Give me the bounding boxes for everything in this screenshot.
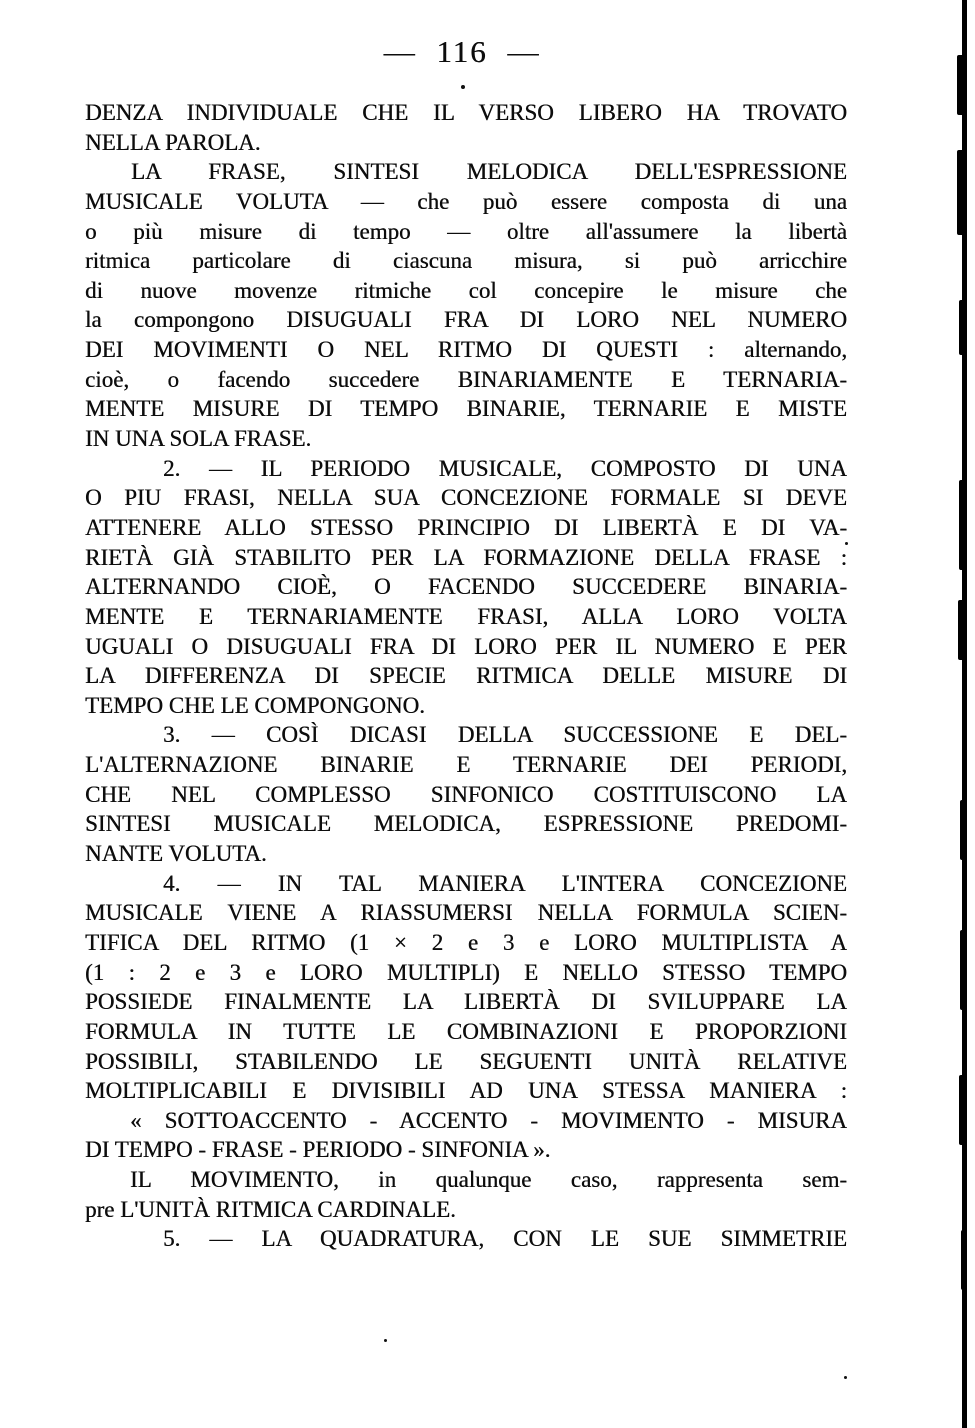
scan-edge-blotch [960, 930, 967, 1010]
text-line: (1 : 2 e 3 e LORO MULTIPLI) E NELLO STESSO TEMPO [85, 959, 847, 985]
text-line: DI TEMPO - FRASE - PERIODO - SINFONIA ». [85, 1137, 551, 1163]
text-line: la compongono DISUGUALI FRA DI LORO NEL NUMERO [85, 307, 847, 333]
text-line: POSSIEDE FINALMENTE LA LIBERTÀ DI SVILUPPARE LA [85, 989, 847, 1015]
text-line: 5. — LA QUADRATURA, CON LE SUE SIMMETRIE [163, 1226, 847, 1252]
text-line: ATTENERE ALLO STESSO PRINCIPIO DI LIBERTÀ E DI VA- [85, 514, 847, 540]
text-line: MENTE MISURE DI TEMPO BINARIE, TERNARIE E MISTE [85, 396, 847, 422]
text-line: 4. — IN TAL MANIERA L'INTERA CONCEZIONE [163, 870, 847, 896]
ink-speck [461, 85, 465, 89]
text-line: FORMULA IN TUTTE LE COMBINAZIONI E PROPORZIONI [85, 1018, 847, 1044]
text-line: o più misure di tempo — oltre all'assumere la libertà [85, 218, 847, 244]
text-line: LA DIFFERENZA DI SPECIE RITMICA DELLE MISURE DI [85, 663, 847, 689]
scan-edge-blotch [959, 480, 967, 570]
scan-edge-blotch [959, 1075, 967, 1145]
text-line: pre L'UNITÀ RITMICA CARDINALE. [85, 1196, 456, 1222]
text-line: TIFICA DEL RITMO (1 × 2 e 3 e LORO MULTIPLISTA A [85, 929, 847, 955]
text-line: di nuove movenze ritmiche col concepire le misure che [85, 277, 847, 303]
text-line: ALTERNANDO CIOÈ, O FACENDO SUCCEDERE BINARIA- [85, 574, 847, 600]
ink-speck [844, 1376, 847, 1379]
page-number-header: — 116 — [383, 34, 541, 69]
ink-speck [384, 1339, 387, 1342]
text-line: MUSICALE VIENE A RIASSUMERSI NELLA FORMULA SCIEN- [85, 900, 847, 926]
text-line: 3. — COSÌ DICASI DELLA SUCCESSIONE E DEL- [163, 722, 847, 748]
text-line: DENZA INDIVIDUALE CHE IL VERSO LIBERO HA TROVATO [85, 100, 847, 125]
text-line: MENTE E TERNARIAMENTE FRASI, ALLA LORO VOLTA [85, 603, 847, 629]
page-text-block [85, 98, 847, 1254]
text-line: cioè, o facendo succedere BINARIAMENTE E TERNARIA- [85, 366, 847, 392]
text-line: MUSICALE VOLUTA — che può essere composta di una [85, 188, 847, 214]
scan-edge-blotch [957, 55, 967, 115]
text-line: RIETÀ GIÀ STABILITO PER LA FORMAZIONE DELLA FRASE : [85, 544, 847, 570]
text-line: UGUALI O DISUGUALI FRA DI LORO PER IL NUMERO E PER [85, 633, 847, 659]
text-line: SINTESI MUSICALE MELODICA, ESPRESSIONE PREDOMI- [85, 811, 847, 837]
scan-edge-blotch [958, 600, 967, 660]
text-line: LA FRASE, SINTESI MELODICA DELL'ESPRESSIONE [131, 159, 847, 185]
scan-edge-blotch [961, 1230, 967, 1290]
text-line: L'ALTERNAZIONE BINARIE E TERNARIE DEI PERIODI, [85, 752, 847, 778]
text-line: IL MOVIMENTO, in qualunque caso, rappresenta sem- [130, 1167, 847, 1193]
text-line: ritmica particolare di ciascuna misura, si può arricchire [85, 248, 847, 274]
ink-speck [845, 542, 848, 545]
text-line: NELLA PAROLA. [85, 129, 261, 155]
text-line: DEI MOVIMENTI O NEL RITMO DI QUESTI : alternando, [85, 337, 847, 363]
scan-edge-blotch [960, 800, 967, 860]
scan-edge-blotch [957, 150, 967, 235]
text-line: « SOTTOACCENTO - ACCENTO - MOVIMENTO - MISURA [130, 1107, 847, 1133]
text-line: TEMPO CHE LE COMPONGONO. [85, 692, 425, 718]
text-line: O PIU FRASI, NELLA SUA CONCEZIONE FORMALE SI DEVE [85, 485, 847, 511]
text-line: CHE NEL COMPLESSO SINFONICO COSTITUISCONO LA [85, 781, 847, 807]
text-line: 2. — IL PERIODO MUSICALE, COMPOSTO DI UNA [163, 455, 847, 481]
scan-edge-blotch [959, 300, 967, 355]
text-line: IN UNA SOLA FRASE. [85, 426, 312, 452]
text-line: POSSIBILI, STABILENDO LE SEGUENTI UNITÀ RELATIVE [85, 1048, 847, 1074]
text-line: MOLTIPLICABILI E DIVISIBILI AD UNA STESSA MANIERA : [85, 1078, 847, 1104]
text-line: NANTE VOLUTA. [85, 841, 267, 867]
